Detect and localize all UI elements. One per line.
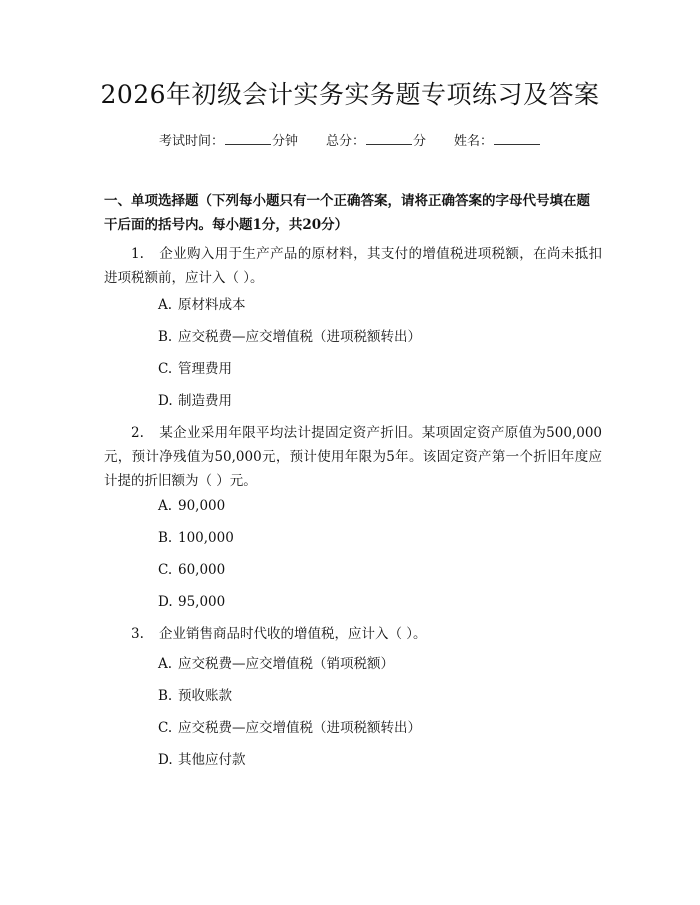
score-blank (366, 131, 412, 145)
question-3-option-d: D. 其他应付款 (158, 752, 246, 768)
time-label: 考试时间： (158, 134, 224, 149)
score-label: 总分： (325, 134, 365, 149)
question-1-option-a: A. 原材料成本 (158, 297, 246, 313)
question-2-option-a: A. 90,000 (158, 498, 226, 514)
question-2-option-c: C. 60,000 (158, 562, 226, 578)
question-stem: 企业购入用于生产产品的原材料，其支付的增值税进项税额，在尚未抵扣进项税额前，应计入（ ）。 (104, 246, 602, 286)
question-3 (104, 622, 602, 646)
question-2-option-b: B. 100,000 (158, 530, 234, 546)
question-number: 2. (131, 425, 144, 441)
question-stem: 企业销售商品时代收的增值税，应计入（ ）。 (159, 626, 427, 642)
question-3-option-a: A. 应交税费—应交增值税（销项税额） (158, 656, 394, 672)
question-3-option-c: C. 应交税费—应交增值税（进项税额转出） (158, 720, 421, 736)
question-number: 1. (131, 246, 144, 262)
question-number: 3. (131, 626, 144, 642)
question-1-option-b: B. 应交税费—应交增值税（进项税额转出） (158, 329, 421, 345)
question-2 (104, 421, 602, 493)
score-unit: 分 (413, 134, 427, 149)
name-blank (494, 131, 540, 145)
question-1-option-d: D. 制造费用 (158, 393, 232, 409)
time-unit: 分钟 (271, 134, 298, 149)
page-title: 2026年初级会计实务实务题专项练习及答案 (100, 80, 600, 109)
question-1-option-c: C. 管理费用 (158, 361, 232, 377)
section-heading: 一、单项选择题（下列每小题只有一个正确答案，请将正确答案的字母代号填在题干后面的括号内。每小题1分，共20分） (104, 193, 590, 233)
exam-meta-line (0, 131, 700, 152)
question-2-option-d: D. 95,000 (158, 594, 226, 610)
name-label: 姓名： (454, 134, 494, 149)
question-3-option-b: B. 预收账款 (158, 688, 232, 704)
time-blank (225, 131, 271, 145)
question-1 (104, 242, 602, 290)
question-stem: 某企业采用年限平均法计提固定资产折旧。某项固定资产原值为500,000元，预计净残值为50,000元，预计使用年限为5年。该固定资产第一个折旧年度应计提的折旧额为（ ）元。 (104, 425, 602, 489)
